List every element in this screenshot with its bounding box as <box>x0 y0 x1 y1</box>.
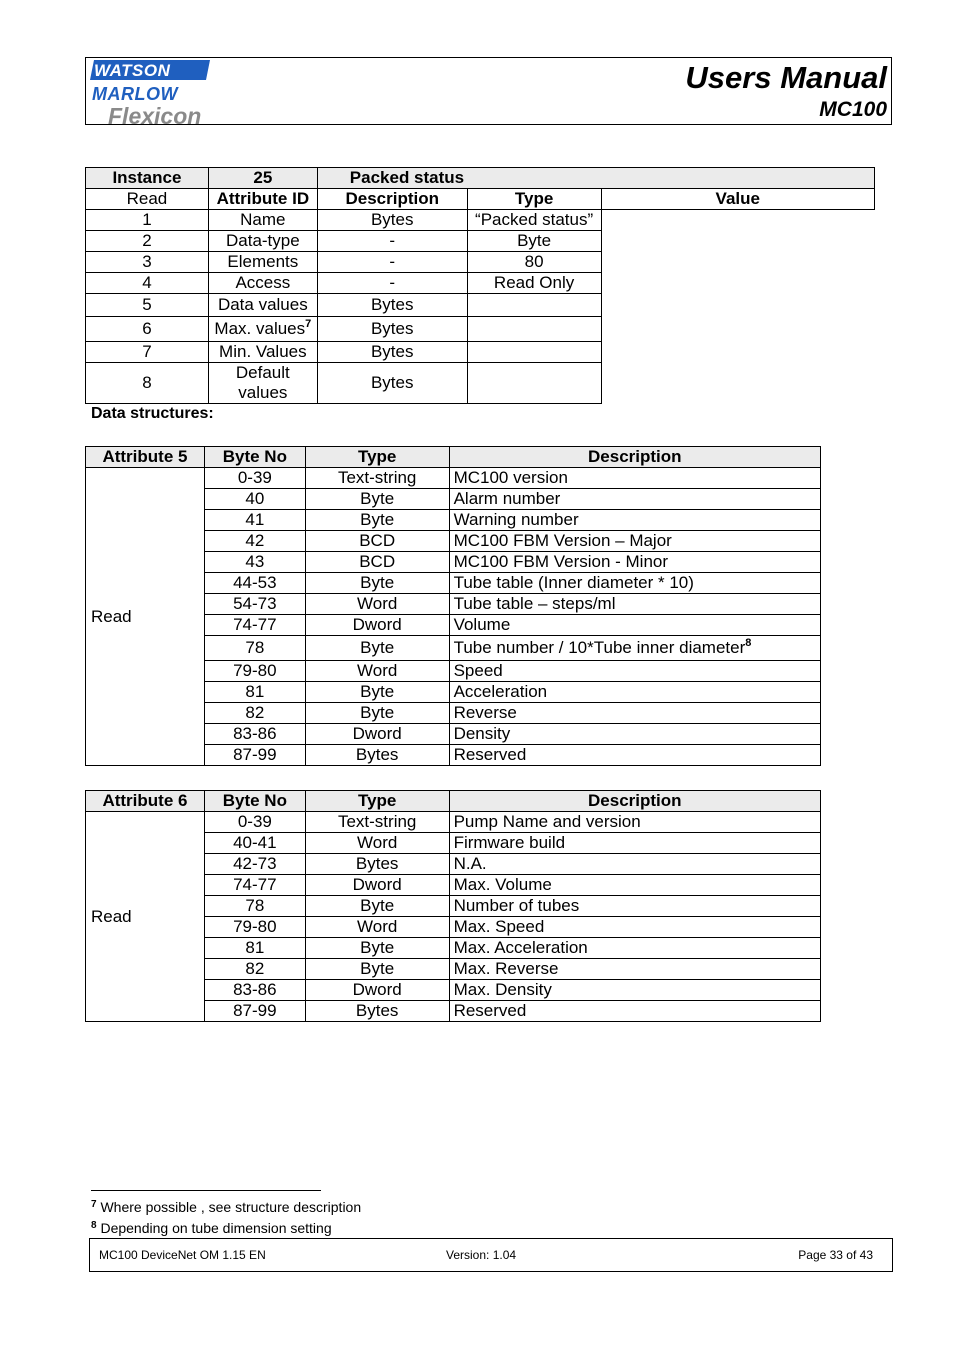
table-cell <box>305 703 449 724</box>
cell-text: 79-80 <box>233 661 277 680</box>
table-cell <box>204 615 305 636</box>
instance-header: Instance <box>86 168 209 189</box>
table-cell <box>204 489 305 510</box>
cell-text: 78 <box>245 896 265 915</box>
table-row <box>86 363 875 404</box>
cell-text: 83-86 <box>233 724 277 743</box>
document-subtitle: MC100 <box>819 98 887 121</box>
cell-text: Data-type <box>225 231 300 250</box>
cell-text: 40 <box>245 489 265 508</box>
table-cell <box>204 573 305 594</box>
cell-text: 0-39 <box>237 468 272 487</box>
table-row <box>86 231 875 252</box>
cell-text: Tube number / 10*Tube inner diameter <box>453 638 746 657</box>
table-cell <box>305 896 449 917</box>
cell-text: 83-86 <box>233 980 277 999</box>
table-cell <box>449 959 820 980</box>
table-cell <box>305 682 449 703</box>
cell-text: Data values <box>217 295 308 314</box>
table-cell <box>86 294 209 317</box>
access-cell: Read <box>86 812 205 1022</box>
cell-text: Tube table – steps/ml <box>453 594 616 613</box>
table-cell <box>467 363 601 404</box>
table-cell <box>208 252 317 273</box>
cell-text: 44-53 <box>233 573 277 592</box>
table-cell <box>449 938 820 959</box>
cell-text: Pump Name and version <box>453 812 641 831</box>
cell-text: 74-77 <box>233 875 277 894</box>
table-cell <box>208 342 317 363</box>
table-cell <box>305 959 449 980</box>
table-row <box>86 317 875 342</box>
table-cell <box>449 703 820 724</box>
table-cell <box>86 342 209 363</box>
table-cell <box>208 317 317 342</box>
table-cell <box>449 615 820 636</box>
cell-text: Reserved <box>453 745 527 764</box>
cell-text: Warning number <box>453 510 579 529</box>
table-cell <box>449 661 820 682</box>
table-cell <box>305 615 449 636</box>
table-cell <box>467 317 601 342</box>
table-cell <box>449 724 820 745</box>
cell-text: 81 <box>245 682 265 701</box>
page-footer <box>89 1238 893 1272</box>
cell-text: Byte <box>517 231 552 250</box>
cell-text: BCD <box>359 531 396 550</box>
cell-text: 0-39 <box>237 812 272 831</box>
cell-text: 82 <box>245 959 265 978</box>
cell-text: Elements <box>227 252 299 271</box>
cell-text: “Packed status” <box>475 210 594 229</box>
table-cell <box>204 661 305 682</box>
table-cell <box>449 468 820 489</box>
attribute-5-table <box>85 446 821 766</box>
cell-text: Bytes <box>355 1001 399 1020</box>
table-cell <box>467 294 601 317</box>
instance-number: 25 <box>208 168 317 189</box>
cell-text: BCD <box>359 552 396 571</box>
column-header: Description <box>449 447 820 468</box>
cell-text: Reserved <box>453 1001 527 1020</box>
table-cell <box>317 363 467 404</box>
cell-text: 87-99 <box>233 745 277 764</box>
table-cell <box>305 510 449 531</box>
table-cell <box>204 896 305 917</box>
column-header: Description <box>449 791 820 812</box>
cell-text: 80 <box>524 252 544 271</box>
footer-version: Version: 1.04 <box>446 1248 517 1262</box>
table-cell <box>317 210 467 231</box>
section-title: Data structures: <box>91 405 214 422</box>
cell-text: Text-string <box>337 468 417 487</box>
cell-text: Text-string <box>337 812 417 831</box>
cell-text: Dword <box>352 724 402 743</box>
table-cell <box>305 489 449 510</box>
table-cell <box>204 959 305 980</box>
table-cell <box>204 875 305 896</box>
table-cell <box>449 531 820 552</box>
cell-text: 40-41 <box>233 833 277 852</box>
table-cell <box>204 812 305 833</box>
table-row <box>86 273 875 294</box>
cell-text: Tube table (Inner diameter * 10) <box>453 573 694 592</box>
column-header: Attribute ID <box>208 189 317 210</box>
column-header: Type <box>467 189 601 210</box>
column-header: Type <box>305 791 449 812</box>
table-cell <box>305 833 449 854</box>
table-cell <box>317 231 467 252</box>
cell-text: 82 <box>245 703 265 722</box>
cell-text: 3 <box>142 252 152 271</box>
cell-text: 6 <box>142 319 152 338</box>
table-cell <box>305 661 449 682</box>
cell-text: Dword <box>352 980 402 999</box>
table-cell <box>204 531 305 552</box>
page-header <box>85 57 892 129</box>
table-row <box>86 468 821 489</box>
cell-text: Volume <box>453 615 511 634</box>
cell-text: Bytes <box>355 854 399 873</box>
cell-text: 78 <box>245 638 265 657</box>
footnote-ref: 7 <box>305 318 312 330</box>
table-cell <box>305 875 449 896</box>
cell-text: Byte <box>360 896 395 915</box>
attribute-6-table <box>85 790 821 1022</box>
table-cell <box>86 252 209 273</box>
instance-table <box>85 167 875 404</box>
table-cell <box>305 938 449 959</box>
document-title: Users Manual <box>685 60 887 95</box>
table-cell <box>204 682 305 703</box>
cell-text: Byte <box>360 489 395 508</box>
table-row <box>86 294 875 317</box>
cell-text: 87-99 <box>233 1001 277 1020</box>
table-cell <box>208 231 317 252</box>
cell-text: Bytes <box>370 210 414 229</box>
table-cell <box>449 745 820 766</box>
footnote-divider <box>91 1190 321 1191</box>
table-cell <box>208 363 317 404</box>
table-cell <box>204 468 305 489</box>
table-cell <box>317 273 467 294</box>
table-cell <box>86 273 209 294</box>
cell-text: Byte <box>360 959 395 978</box>
cell-text: Reverse <box>453 703 517 722</box>
column-header: Value <box>601 189 874 210</box>
column-header: Type <box>305 447 449 468</box>
footnote-mark: 8 <box>91 1220 97 1231</box>
cell-text: Byte <box>360 510 395 529</box>
cell-text: Byte <box>360 938 395 957</box>
cell-text: 41 <box>245 510 265 529</box>
table-row <box>86 342 875 363</box>
footnote-text: Depending on tube dimension setting <box>100 1220 332 1236</box>
table-cell <box>86 210 209 231</box>
cell-text: Bytes <box>370 319 414 338</box>
cell-text: Density <box>453 724 511 743</box>
table-cell <box>305 594 449 615</box>
table-cell <box>449 552 820 573</box>
column-header: Description <box>317 189 467 210</box>
cell-text: 54-73 <box>233 594 277 613</box>
cell-text: 5 <box>142 295 152 314</box>
table-cell <box>305 980 449 1001</box>
cell-text: Byte <box>360 638 395 657</box>
cell-text: Acceleration <box>453 682 548 701</box>
cell-text: Word <box>357 833 398 852</box>
cell-text: Access <box>235 273 291 292</box>
footnote-text: Where possible , see structure description <box>100 1199 362 1215</box>
cell-text: Byte <box>360 682 395 701</box>
table-cell <box>305 854 449 875</box>
cell-text: Max. Volume <box>453 875 552 894</box>
access-cell: Read <box>86 468 205 766</box>
cell-text: 42 <box>245 531 265 550</box>
table-cell <box>204 833 305 854</box>
cell-text: Max. Speed <box>453 917 545 936</box>
cell-text: N.A. <box>453 854 487 873</box>
cell-text: MC100 FBM Version – Major <box>453 531 672 550</box>
cell-text: Bytes <box>355 745 399 764</box>
table-cell <box>317 342 467 363</box>
cell-text: 4 <box>142 273 152 292</box>
cell-text: Firmware build <box>453 833 566 852</box>
table-cell <box>204 594 305 615</box>
cell-text: Max. Acceleration <box>453 938 588 957</box>
footnote-7 <box>91 1199 361 1215</box>
cell-text: Min. Values <box>219 342 307 361</box>
table-cell <box>449 1001 820 1022</box>
cell-text: Max. values <box>214 319 306 338</box>
table-cell <box>204 510 305 531</box>
column-header: Attribute 6 <box>86 791 205 812</box>
cell-text: Word <box>357 594 398 613</box>
footnote-ref: 8 <box>745 637 752 649</box>
cell-text: MC100 version <box>453 468 568 487</box>
cell-text: - <box>389 273 396 292</box>
table-cell <box>208 294 317 317</box>
instance-name: Packed status <box>317 168 874 189</box>
access-cell: Read <box>86 189 209 210</box>
table-cell <box>449 875 820 896</box>
cell-text: 74-77 <box>233 615 277 634</box>
footnote-mark: 7 <box>91 1199 97 1210</box>
cell-text: - <box>389 231 396 250</box>
table-cell <box>449 636 820 661</box>
table-cell <box>86 317 209 342</box>
table-row <box>86 812 821 833</box>
table-cell <box>449 917 820 938</box>
table-cell <box>204 636 305 661</box>
table-cell <box>449 682 820 703</box>
table-row <box>86 252 875 273</box>
table-cell <box>305 745 449 766</box>
cell-text: Byte <box>360 703 395 722</box>
table-cell <box>449 489 820 510</box>
table-cell <box>317 294 467 317</box>
footnote-8 <box>91 1220 332 1236</box>
cell-text: 81 <box>245 938 265 957</box>
table-cell <box>204 917 305 938</box>
table-cell <box>305 552 449 573</box>
table-cell <box>204 980 305 1001</box>
table-cell <box>467 273 601 294</box>
table-cell <box>204 703 305 724</box>
table-cell <box>86 231 209 252</box>
table-cell <box>449 980 820 1001</box>
table-cell <box>204 745 305 766</box>
table-cell <box>317 252 467 273</box>
footer-doc-id: MC100 DeviceNet OM 1.15 EN <box>99 1248 266 1262</box>
column-header: Attribute 5 <box>86 447 205 468</box>
cell-text: Dword <box>352 875 402 894</box>
table-cell <box>449 573 820 594</box>
cell-text: Default values <box>235 363 290 402</box>
table-row <box>86 210 875 231</box>
table-cell <box>305 1001 449 1022</box>
table-cell <box>86 363 209 404</box>
table-cell <box>305 724 449 745</box>
table-cell <box>305 917 449 938</box>
table-cell <box>204 938 305 959</box>
cell-text: Word <box>357 917 398 936</box>
cell-text: Number of tubes <box>453 896 580 915</box>
logo-text-flexicon: Flexicon <box>108 103 202 129</box>
cell-text: 42-73 <box>233 854 277 873</box>
cell-text: 43 <box>245 552 265 571</box>
cell-text: Max. Density <box>453 980 552 999</box>
table-cell <box>467 231 601 252</box>
cell-text: 8 <box>142 373 152 392</box>
cell-text: Dword <box>352 615 402 634</box>
table-cell <box>204 552 305 573</box>
column-header: Byte No <box>204 447 305 468</box>
cell-text: Read Only <box>493 273 575 292</box>
cell-text: Name <box>240 210 286 229</box>
cell-text: Bytes <box>370 295 414 314</box>
cell-text: 1 <box>142 210 152 229</box>
table-cell <box>305 812 449 833</box>
table-cell <box>467 342 601 363</box>
table-cell <box>449 896 820 917</box>
cell-text: Byte <box>360 573 395 592</box>
cell-text: 7 <box>142 342 152 361</box>
column-header: Byte No <box>204 791 305 812</box>
table-cell <box>317 317 467 342</box>
logo-text-marlow: MARLOW <box>92 84 178 104</box>
cell-text: Bytes <box>370 342 414 361</box>
table-cell <box>305 573 449 594</box>
cell-text: Speed <box>453 661 503 680</box>
table-cell <box>305 531 449 552</box>
table-cell <box>467 252 601 273</box>
cell-text: MC100 FBM Version - Minor <box>453 552 669 571</box>
cell-text: Alarm number <box>453 489 561 508</box>
cell-text: Word <box>357 661 398 680</box>
table-cell <box>467 210 601 231</box>
footer-page-number: Page 33 of 43 <box>798 1248 873 1262</box>
watson-marlow-logo <box>90 60 220 129</box>
table-cell <box>449 510 820 531</box>
cell-text: 79-80 <box>233 917 277 936</box>
table-cell <box>449 854 820 875</box>
table-cell <box>449 833 820 854</box>
table-cell <box>204 724 305 745</box>
table-cell <box>449 812 820 833</box>
table-cell <box>449 594 820 615</box>
table-cell <box>208 210 317 231</box>
table-cell <box>208 273 317 294</box>
cell-text: Max. Reverse <box>453 959 559 978</box>
table-cell <box>204 1001 305 1022</box>
table-cell <box>305 636 449 661</box>
cell-text: Bytes <box>370 373 414 392</box>
table-cell <box>204 854 305 875</box>
cell-text: - <box>389 252 396 271</box>
cell-text: 2 <box>142 231 152 250</box>
table-cell <box>305 468 449 489</box>
logo-text-watson: WATSON <box>94 61 171 80</box>
